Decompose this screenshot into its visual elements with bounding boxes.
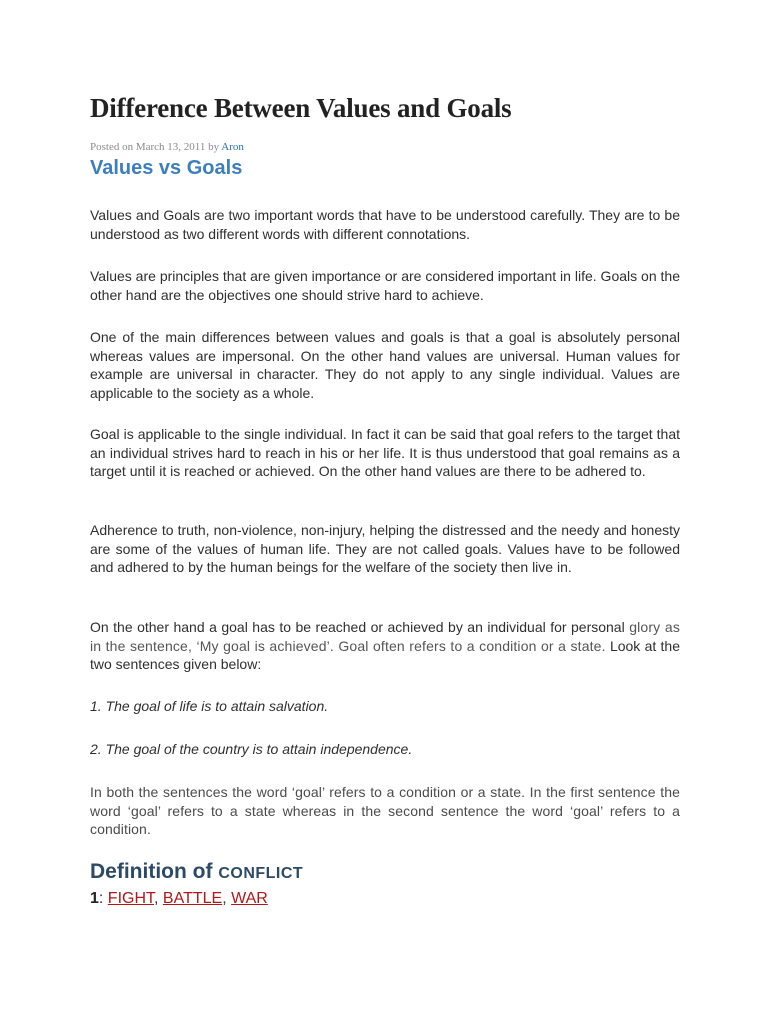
paragraph-2: Values are principles that are given importance or are considered important in life. Goals on the other hand are the objectives one should strive hard to achieve. bbox=[90, 268, 680, 303]
author-link[interactable]: Aron bbox=[221, 141, 244, 153]
comma-1: , bbox=[154, 890, 163, 907]
closing-paragraph: In both the sentences the word ‘goal’ refers to a condition or a state. In the first sentence the word ‘goal’ refers to a state whereas in the second sentence the word ‘goal’ refers to a condition. bbox=[90, 784, 680, 837]
definition-heading bbox=[90, 860, 303, 884]
paragraph-6-part-2: glory as in the sentence, ‘My goal is achieved’. Goal often refers to a condition or a state. bbox=[90, 619, 680, 654]
paragraph-6-part-1: On the other hand a goal has to be reached or achieved by an individual for personal bbox=[90, 619, 630, 635]
paragraph-3: One of the main differences between values and goals is that a goal is absolutely personal whereas values are impersonal. On the other hand values are universal. Human values for example are universal in character. They do not apply to any single individual. Values are applicable to the society as a whole. bbox=[90, 329, 680, 401]
definition-heading-prefix: Definition of bbox=[90, 860, 219, 883]
example-1: 1. The goal of life is to attain salvation. bbox=[90, 698, 329, 714]
definition-term: CONFLICT bbox=[218, 865, 304, 882]
paragraph-6 bbox=[90, 618, 680, 674]
post-meta bbox=[90, 141, 244, 153]
sense-separator: : bbox=[98, 890, 108, 907]
paragraph-5: Adherence to truth, non-violence, non-injury, helping the distressed and the needy and honesty are some of the values of human life. They are not called goals. Values have to be followed and adhered to by the human beings for the welfare of the society then live in. bbox=[90, 522, 680, 575]
link-battle[interactable]: BATTLE bbox=[162, 890, 223, 907]
article-subtitle: Values vs Goals bbox=[90, 157, 243, 179]
link-fight[interactable]: FIGHT bbox=[107, 890, 155, 907]
comma-2: , bbox=[222, 890, 232, 907]
sense-number: 1 bbox=[90, 890, 99, 907]
paragraph-1: Values and Goals are two important words that have to be understood carefully. They are to be understood as two different words with different connotations. bbox=[90, 207, 680, 242]
paragraph-6-part-3: Look at the two sentences given below: bbox=[90, 637, 680, 672]
link-war[interactable]: WAR bbox=[231, 890, 268, 907]
example-2: 2. The goal of the country is to attain independence. bbox=[90, 741, 413, 757]
definition-sense-1 bbox=[90, 890, 268, 908]
posted-on-text: Posted on March 13, 2011 by bbox=[90, 141, 222, 153]
paragraph-4: Goal is applicable to the single individual. In fact it can be said that goal refers to the target that an individual strives hard to reach in his or her life. It is thus understood that goal remains as a target until it is reached or achieved. On the other hand values are there to be adhered to. bbox=[90, 426, 680, 479]
article-title: Difference Between Values and Goals bbox=[90, 93, 512, 123]
